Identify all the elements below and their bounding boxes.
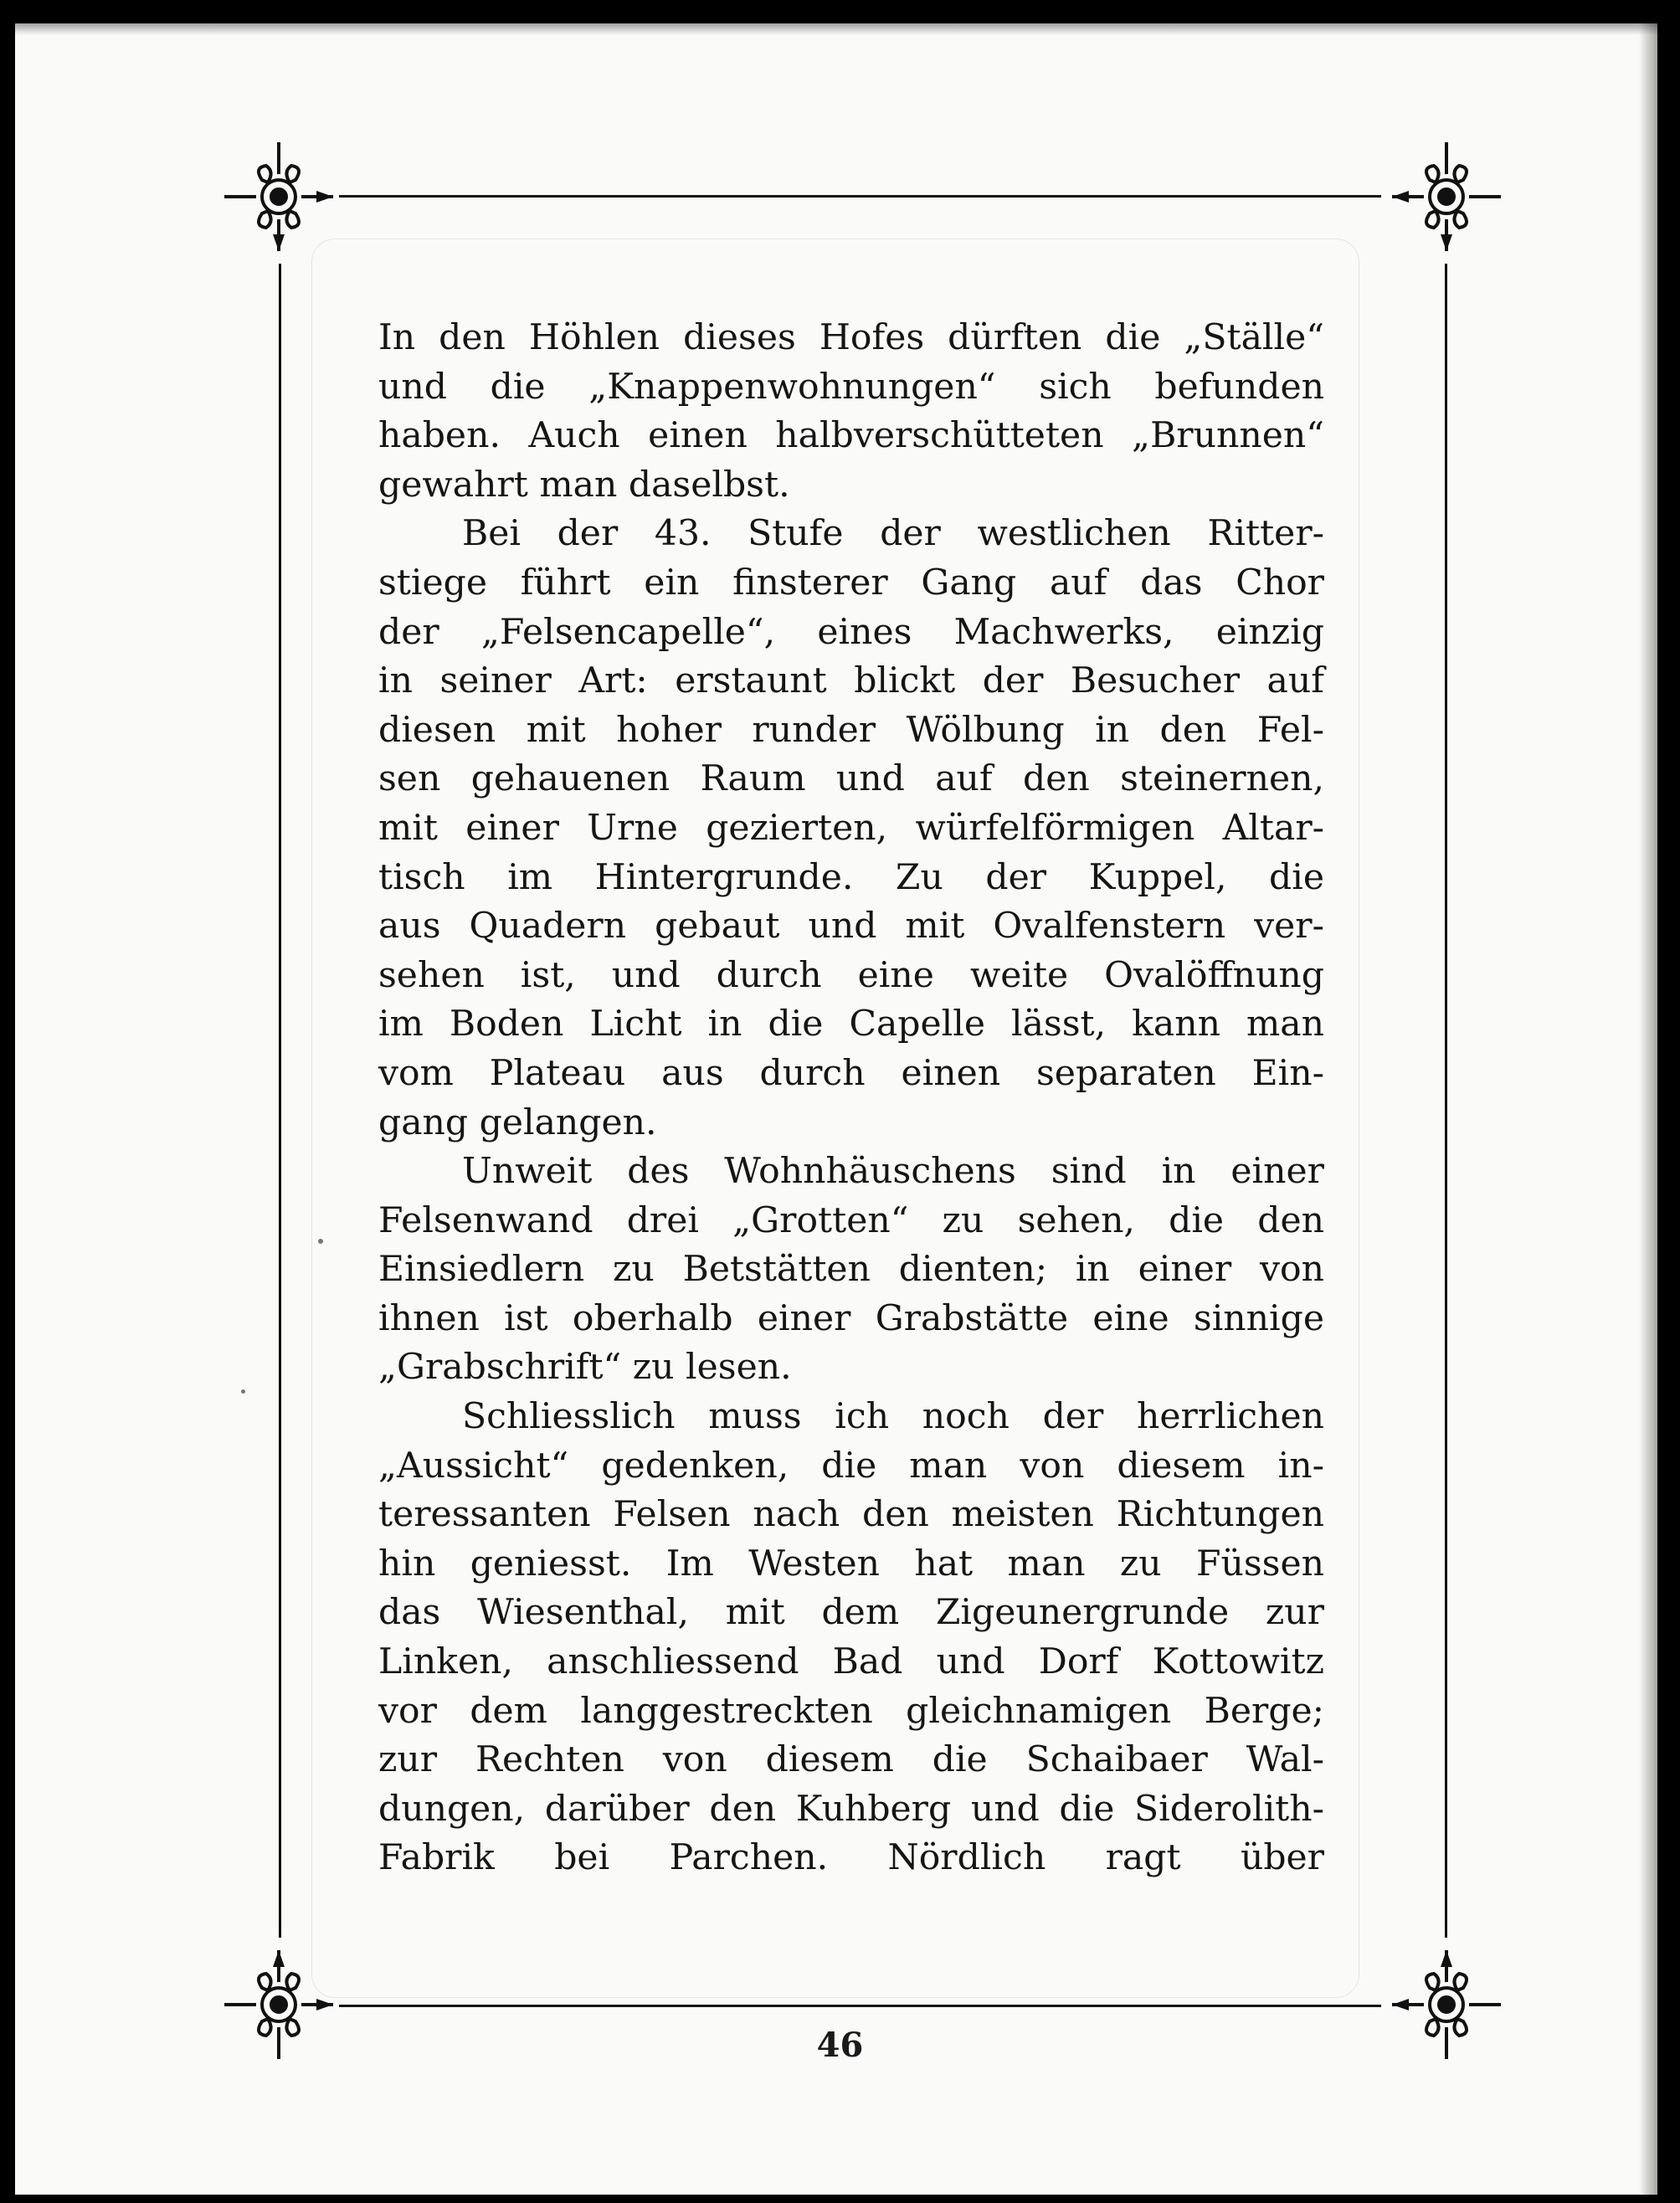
text-line: vom Plateau aus durch einen separaten Ein- — [378, 1052, 1324, 1094]
text-line: Fabrik bei Parchen. Nördlich ragt über — [378, 1837, 1324, 1879]
text-line: mit einer Urne gezierten, würfelförmigen Altar- — [378, 807, 1324, 849]
body-text — [378, 314, 1324, 1883]
text-line: ihnen ist oberhalb einer Grabstätte eine sinnige — [378, 1297, 1324, 1339]
text-line: zur Rechten von diesem die Schaibaer Wal- — [378, 1739, 1324, 1781]
text-line: stiege führt ein finsterer Gang auf das Chor — [378, 562, 1324, 603]
frame-bottom-line — [339, 2005, 1381, 2007]
text-line: sen gehauenen Raum und auf den steinernen, — [378, 758, 1324, 800]
text-line: dungen, darüber den Kuhberg und die Siderolith- — [378, 1788, 1324, 1830]
scan-speck — [241, 1389, 245, 1394]
text-line: sehen ist, und durch eine weite Ovalöffnung — [378, 954, 1324, 996]
text-line: aus Quadern gebaut und mit Ovalfenstern ver- — [378, 906, 1324, 947]
text-line: und die „Knappenwohnungen“ sich befunden — [378, 366, 1324, 408]
frame-top-line — [339, 195, 1381, 198]
text-line: hin geniesst. Im Westen hat man zu Füssen — [378, 1543, 1324, 1584]
text-line: haben. Auch einen halbverschütteten „Brunnen“ — [378, 415, 1324, 457]
text-line: Schliesslich muss ich noch der herrlichen — [462, 1396, 1324, 1438]
text-line: Unweit des Wohnhäuschens sind in einer — [462, 1151, 1324, 1193]
frame-right-line — [1445, 264, 1447, 1938]
text-line: im Boden Licht in die Capelle lässt, kann man — [378, 1004, 1324, 1045]
text-line: Einsiedlern zu Betstätten dienten; in einer von — [378, 1249, 1324, 1291]
scan-speck — [318, 1239, 323, 1244]
text-line: teressanten Felsen nach den meisten Richtungen — [378, 1494, 1324, 1536]
page-number: 46 — [816, 2026, 864, 2065]
text-line: Bei der 43. Stufe der westlichen Ritter- — [462, 513, 1324, 555]
text-line: In den Höhlen dieses Hofes dürften die „Ställe“ — [378, 317, 1324, 358]
text-line: der „Felsencapelle“, eines Machwerks, einzig — [378, 611, 1324, 653]
text-line: „Grabschrift“ zu lesen. — [378, 1347, 792, 1389]
text-line: vor dem langgestreckten gleichnamigen Berge; — [378, 1690, 1324, 1732]
text-line: diesen mit hoher runder Wölbung in den Fel- — [378, 709, 1324, 751]
floral-corner-ornament-icon — [1384, 134, 1509, 259]
scan-shadow-top — [15, 23, 1657, 35]
text-line: „Aussicht“ gedenken, die man von diesem in- — [378, 1445, 1324, 1487]
text-line: gang gelangen. — [378, 1102, 657, 1143]
text-line: Felsenwand drei „Grotten“ zu sehen, die den — [378, 1199, 1324, 1241]
text-line: Linken, anschliessend Bad und Dorf Kottowitz — [378, 1641, 1324, 1683]
scan-shadow-right — [1639, 23, 1657, 2195]
frame-left-line — [279, 264, 281, 1938]
text-line: in seiner Art: erstaunt blickt der Besucher auf — [378, 660, 1324, 702]
text-line: das Wiesenthal, mit dem Zigeunergrunde zur — [378, 1592, 1324, 1634]
floral-corner-ornament-icon — [216, 134, 342, 259]
text-line: gewahrt man daselbst. — [378, 464, 790, 506]
text-line: tisch im Hintergrunde. Zu der Kuppel, die — [378, 856, 1324, 898]
